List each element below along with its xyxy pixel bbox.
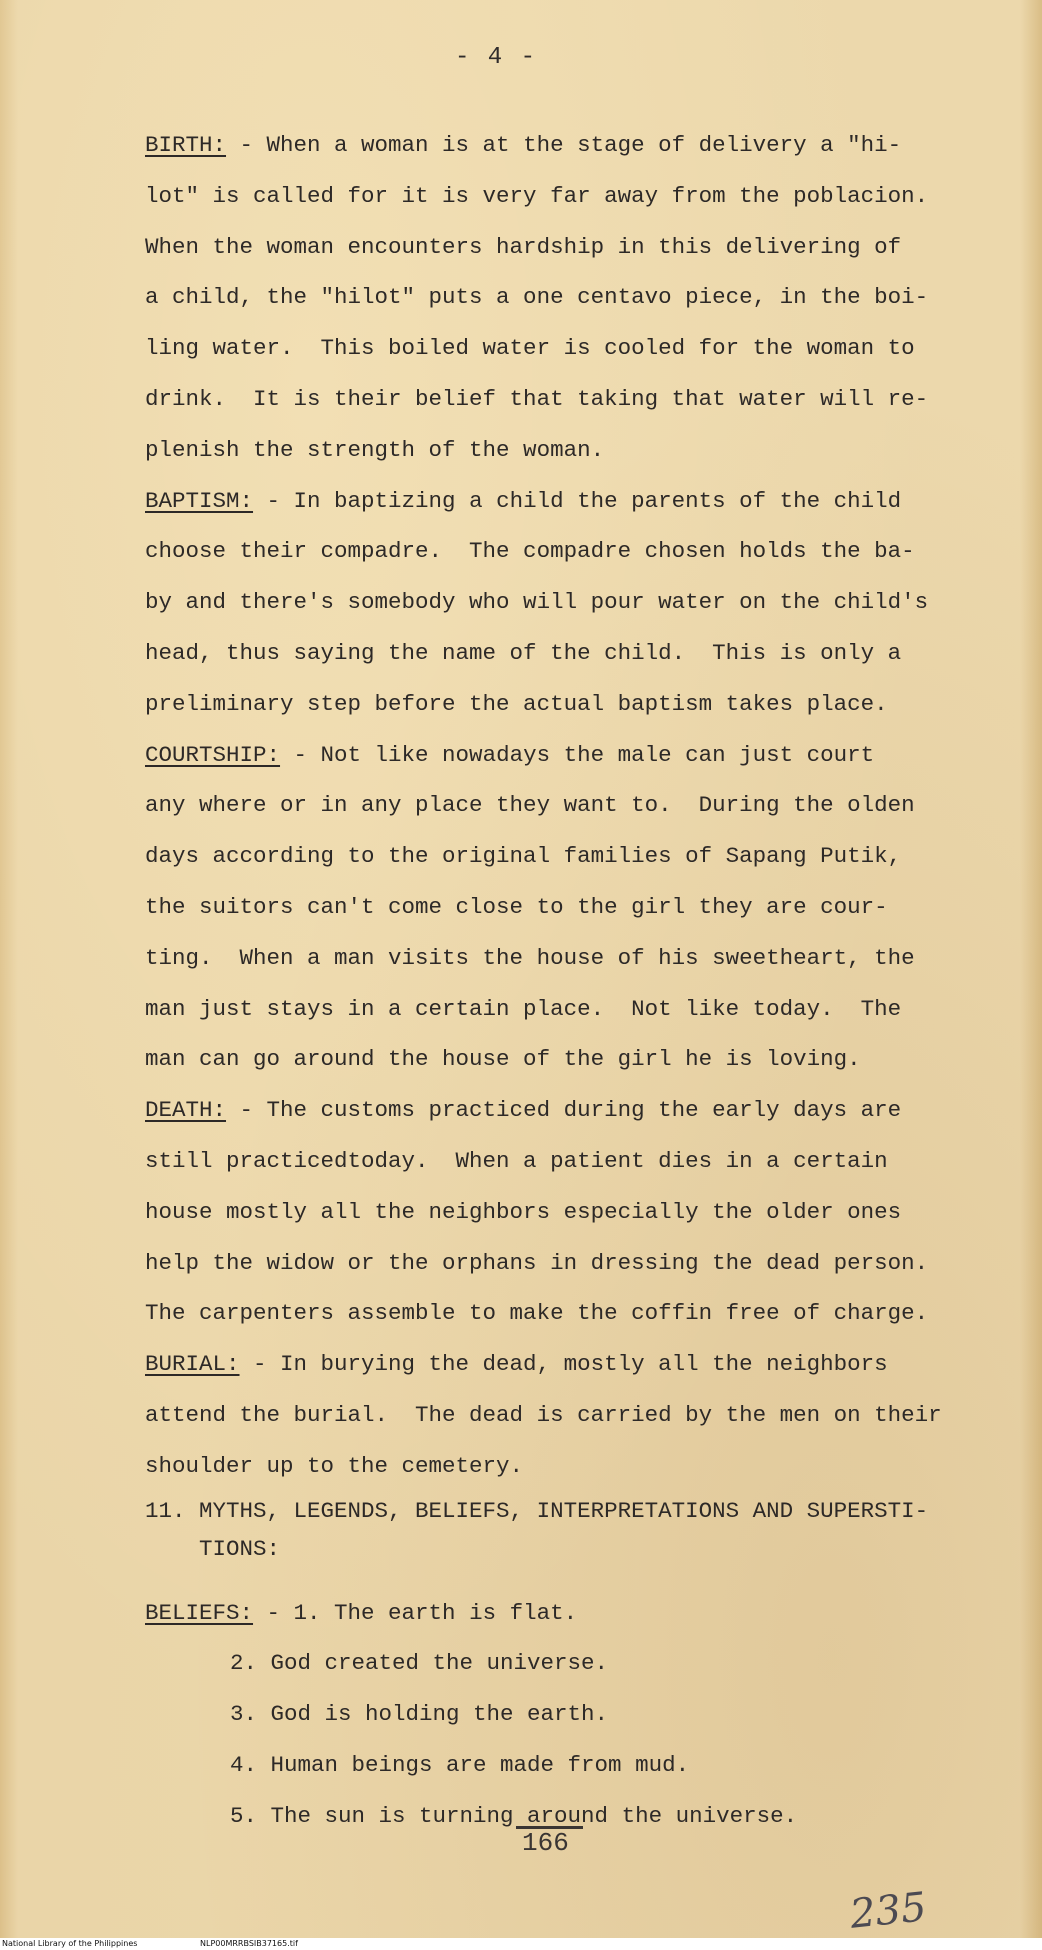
text-line: [145, 526, 915, 577]
line-text: - The customs practiced during the early days are: [226, 1097, 902, 1124]
text-line: [145, 1187, 915, 1238]
text-line: [145, 1136, 915, 1187]
text-line: [145, 780, 915, 831]
text-line: [145, 831, 915, 882]
section-title-line-1: 11. MYTHS, LEGENDS, BELIEFS, INTERPRETATIONS AND SUPERSTI-: [145, 1497, 929, 1524]
text-line: [145, 1238, 929, 1289]
line-text: man just stays in a certain place. Not like today. The: [145, 995, 902, 1022]
file-name: NLP00MRRBSIB37165.tif: [200, 1939, 298, 1948]
line-text: drink. It is their belief that taking that water will re-: [145, 385, 929, 412]
line-text: - When a woman is at the stage of delivery a "hi-: [226, 132, 902, 158]
line-text: - In baptizing a child the parents of the child: [253, 487, 902, 514]
section-heading: BIRTH:: [145, 132, 227, 158]
line-text: ting. When a man visits the house of his sweetheart, the: [145, 944, 915, 971]
archive-footer: [0, 1938, 1042, 1950]
text-line: [145, 628, 915, 679]
text-line: [145, 984, 915, 1035]
folio-number: 166: [522, 1828, 569, 1858]
text-line: [145, 222, 915, 273]
line-text: man can go around the house of the girl he is loving.: [145, 1046, 861, 1073]
handwritten-number: 235: [847, 1884, 929, 1938]
text-line: [145, 933, 915, 984]
library-credit: National Library of the Philippines: [2, 1939, 138, 1948]
text-line: [145, 882, 915, 933]
line-text: choose their compadre. The compadre chosen holds the ba-: [145, 538, 915, 565]
line-text: - In burying the dead, mostly all the neighbors: [239, 1351, 888, 1378]
line-text: shoulder up to the cemetery.: [145, 1452, 524, 1479]
text-line: [145, 1034, 915, 1085]
text-line: [145, 1390, 942, 1441]
section-heading: BURIAL:: [145, 1351, 240, 1378]
line-text: still practicedtoday. When a patient dies in a certain: [145, 1147, 888, 1174]
line-text: preliminary step before the actual baptism takes place.: [145, 690, 888, 717]
text-line: [145, 374, 929, 425]
line-text: plenish the strength of the woman.: [145, 436, 605, 463]
line-text: lot" is called for it is very far away from the poblacion.: [145, 182, 929, 209]
paragraph-lines: [145, 120, 942, 1492]
text-line: [145, 476, 915, 527]
section-heading: DEATH:: [145, 1097, 227, 1124]
line-text: house mostly all the neighbors especially the older ones: [145, 1198, 902, 1225]
line-text: When the woman encounters hardship in this delivering of: [145, 233, 902, 260]
text-line: [145, 1441, 915, 1492]
text-line: [145, 120, 915, 171]
line-text: the suitors can't come close to the girl they are cour-: [145, 893, 888, 920]
text-line: [145, 323, 915, 374]
line-text: a child, the "hilot" puts a one centavo piece, in the boi-: [145, 284, 929, 311]
section-heading: COURTSHIP:: [145, 741, 281, 768]
line-text: by and there's somebody who will pour water on the child's: [145, 589, 929, 616]
belief-item: 3. God is holding the earth.: [230, 1701, 609, 1728]
text-line: [145, 1085, 915, 1136]
line-text: - Not like nowadays the male can just court: [280, 741, 875, 768]
text-line: [145, 171, 929, 222]
belief-item: 5. The sun is turning around the universe.: [230, 1802, 798, 1829]
line-text: The carpenters assemble to make the coffin free of charge.: [145, 1300, 929, 1327]
line-text: days according to the original families of Sapang Putik,: [145, 843, 902, 870]
line-text: head, thus saying the name of the child. This is only a: [145, 639, 902, 666]
section-heading: BAPTISM:: [145, 487, 254, 514]
belief-item: 2. God created the universe.: [230, 1650, 609, 1677]
body-text: [145, 120, 942, 1842]
text-line: [145, 1339, 915, 1390]
beliefs-line-1: [145, 1588, 915, 1639]
line-text: ling water. This boiled water is cooled for the woman to: [145, 335, 915, 362]
text-line: [145, 577, 929, 628]
line-text: help the widow or the orphans in dressing the dead person.: [145, 1249, 929, 1276]
text-line: [145, 1288, 929, 1339]
text-line: [145, 425, 915, 476]
belief-item: 4. Human beings are made from mud.: [230, 1751, 690, 1778]
page-number: - 4 -: [455, 44, 538, 71]
line-text: any where or in any place they want to. During the olden: [145, 792, 915, 819]
belief-item-1: - 1. The earth is flat.: [253, 1599, 578, 1626]
text-line: [145, 730, 915, 781]
section-title-line-2: TIONS:: [145, 1535, 281, 1562]
beliefs-heading: BELIEFS:: [145, 1599, 254, 1626]
text-line: [145, 679, 915, 730]
line-text: attend the burial. The dead is carried by the men on their: [145, 1401, 942, 1428]
text-line: [145, 272, 929, 323]
